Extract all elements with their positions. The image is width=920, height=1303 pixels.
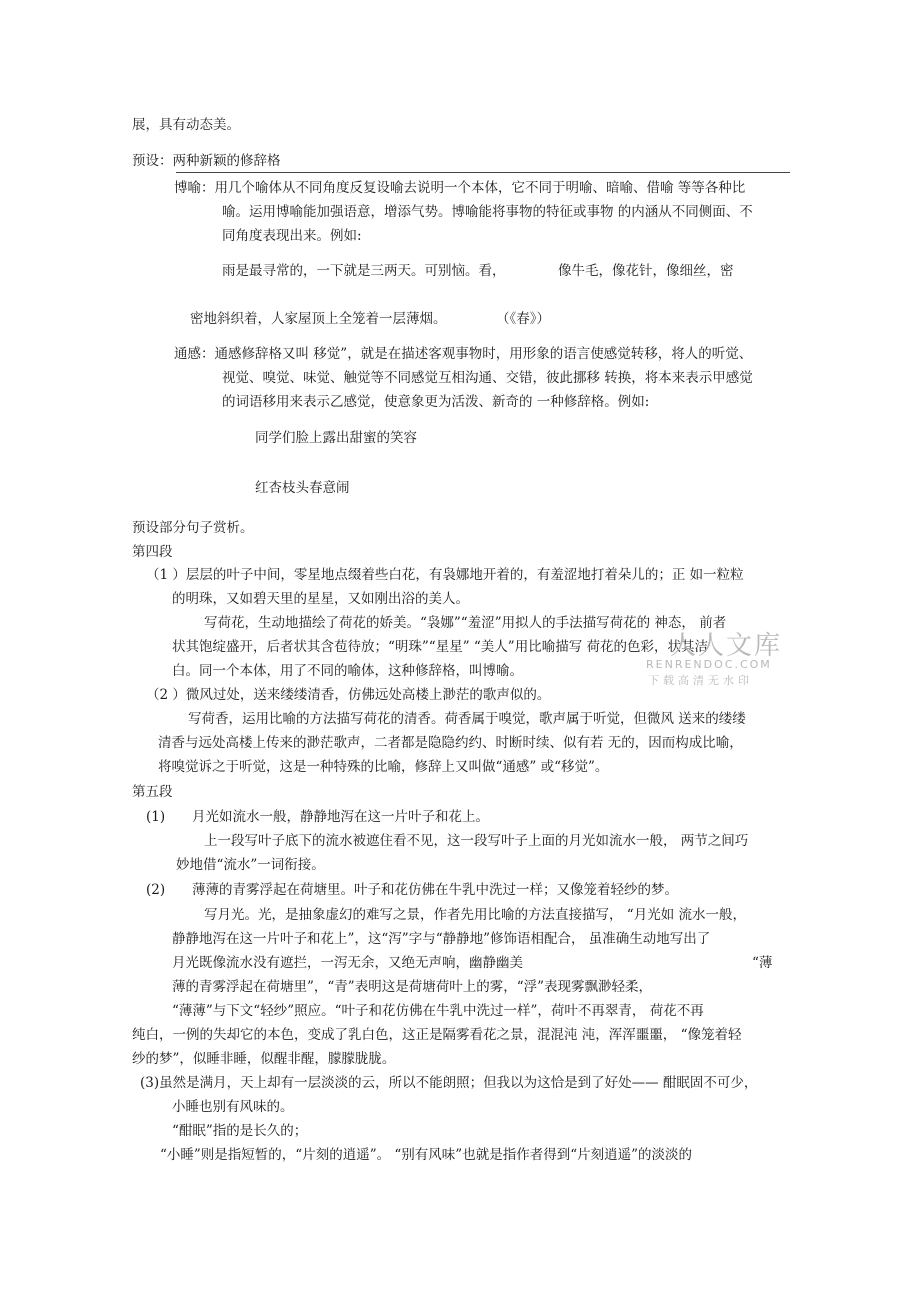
text-line: 薄的青雾浮起在荷塘里”，“青”表明这是荷塘荷叶上的雾，“浮”表现雾飘渺轻柔， <box>172 979 653 995</box>
text-line: （2 ）微风过处，送来缕缕清香，仿佛远处高楼上渺茫的歌声似的。 <box>146 687 551 703</box>
text-line: 妙地借“流水”一词衔接。 <box>176 857 325 873</box>
example-line: 雨是最寻常的，一下就是三两天。可别恼。看， <box>222 263 506 279</box>
heading-underline <box>176 172 790 173</box>
text-line: “薄 <box>752 955 773 971</box>
text-line: 纯白，一例的失却它的本色，变成了乳白色，这正是隔雾看花之景，混混沌 沌，浑浑噩噩， “像笼着轻 <box>132 1027 742 1043</box>
watermark-brand: 人人文库 <box>670 631 783 661</box>
text-line: 上一段写叶子底下的流水被遮住看不见，这一段写叶子上面的月光如流水一般， 两节之间巧 <box>204 833 749 849</box>
text-line: 月光如流水一般，静静地泻在这一片叶子和花上。 <box>192 809 489 825</box>
section-heading: 预设：两种新颖的修辞格 <box>132 153 281 169</box>
text-line: 博喻：用几个喻体从不同角度反复设喻去说明一个本体，它不同于明喻、暗喻、借喻 等等各种比 <box>174 180 746 196</box>
text-line: 将嗅觉诉之于听觉，这是一种特殊的比喻，修辞上又叫做“通感” 或“移觉”。 <box>158 759 609 775</box>
text-line: 白。同一个本体，用了不同的喻体，这种修辞格，叫博喻。 <box>172 663 523 679</box>
text-line: “小睡”则是指短暂的，“片刻的逍遥”。 “别有风味”也就是指作者得到“片刻逍遥”的淡淡的 <box>160 1147 693 1163</box>
text-line: (3)虽然是满月，天上却有一层淡淡的云，所以不能朗照；但我以为这恰是到了好处—— 酣眠固不可少， <box>140 1075 758 1091</box>
text-line: 静静地泻在这一片叶子和花上”，这“泻”字与“静静地”修饰语相配合， 虽准确生动地写出了 <box>172 931 711 947</box>
text-line: 写荷香，运用比喻的方法描写荷花的清香。荷香属于嗅觉，歌声属于听觉，但微风 送来的缕缕 <box>188 711 746 727</box>
text-line: 状其饱绽盛开，后者状其含苞待放；“明珠”“星星” “美人”用比喻描写 荷花的色彩，状其洁 <box>172 639 708 655</box>
text-line: 小睡也别有风味的。 <box>172 1099 294 1115</box>
example-line: 同学们脸上露出甜蜜的笑容 <box>255 430 417 446</box>
text-line: 的明珠，又如碧天里的星星，又如刚出浴的美人。 <box>172 591 469 607</box>
example-line: 像牛毛，像花针，像细丝，密 <box>558 263 734 279</box>
section-heading: 预设部分句子赏析。 <box>132 520 254 536</box>
watermark-tagline: 下载高清无水印 <box>648 674 753 687</box>
item-number: (2) <box>146 882 166 898</box>
text-line: “薄薄”与下文“轻纱”照应。“叶子和花仿佛在牛乳中洗过一样”，荷叶不再翠青， 荷花不再 <box>172 1003 704 1019</box>
watermark <box>640 631 790 687</box>
text-line: 月光既像流水没有遮拦，一泻无余，又绝无声响，幽静幽美 <box>172 955 523 971</box>
text-line: 写荷花，生动地描绘了荷花的娇美。“袅娜”“羞涩”用拟人的手法描写荷花的 神态， 前者 <box>204 615 727 631</box>
watermark-url: RENRENDOC.COM <box>646 658 772 671</box>
example-line: 红杏枝头春意闹 <box>255 480 350 496</box>
text-line: 薄薄的青雾浮起在荷塘里。叶子和花仿佛在牛乳中洗过一样；又像笼着轻纱的梦。 <box>192 882 678 898</box>
text-line: （1 ）层层的叶子中间，零星地点缀着些白花，有袅娜地开着的，有羞涩地打着朵儿的；正 如一粒粒 <box>146 567 744 583</box>
section-heading: 第四段 <box>132 544 173 560</box>
text-line: 的词语移用来表示乙感觉，使意象更为活泼、新奇的 一种修辞格。例如: <box>222 394 650 410</box>
text-line: 视觉、嗅觉、味觉、触觉等不同感觉互相沟通、交错，彼此挪移 转换，将本来表示甲感觉 <box>222 370 753 386</box>
item-number: (1) <box>146 809 166 825</box>
section-heading: 第五段 <box>132 784 173 800</box>
text-line: 纱的梦”，似睡非睡，似醒非醒，朦朦胧胧。 <box>132 1051 396 1067</box>
example-line: 密地斜织着，人家屋顶上全笼着一层薄烟。 <box>190 311 447 327</box>
text-line: 喻。运用博喻能加强语意，增添气势。博喻能将事物的特征或事物 的内涵从不同侧面、不 <box>222 204 753 220</box>
example-source: （《春》） <box>496 311 550 327</box>
text-line: 同角度表现出来。例如: <box>222 228 362 244</box>
text-line: 通感：通感修辞格又叫 移觉”，就是在描述客观事物时，用形象的语言使感觉转移，将人的听觉、 <box>174 346 753 362</box>
text-line: “酣眠”指的是长久的； <box>172 1123 308 1139</box>
text-line: 清香与远处高楼上传来的渺茫歌声，二者都是隐隐约约、时断时续、似有若 无的，因而构成比喻， <box>158 735 743 751</box>
text-line: 写月光。光，是抽象虚幻的难写之景，作者先用比喻的方法直接描写， “月光如 流水一般， <box>204 907 746 923</box>
text-line: 展，具有动态美。 <box>132 117 240 133</box>
